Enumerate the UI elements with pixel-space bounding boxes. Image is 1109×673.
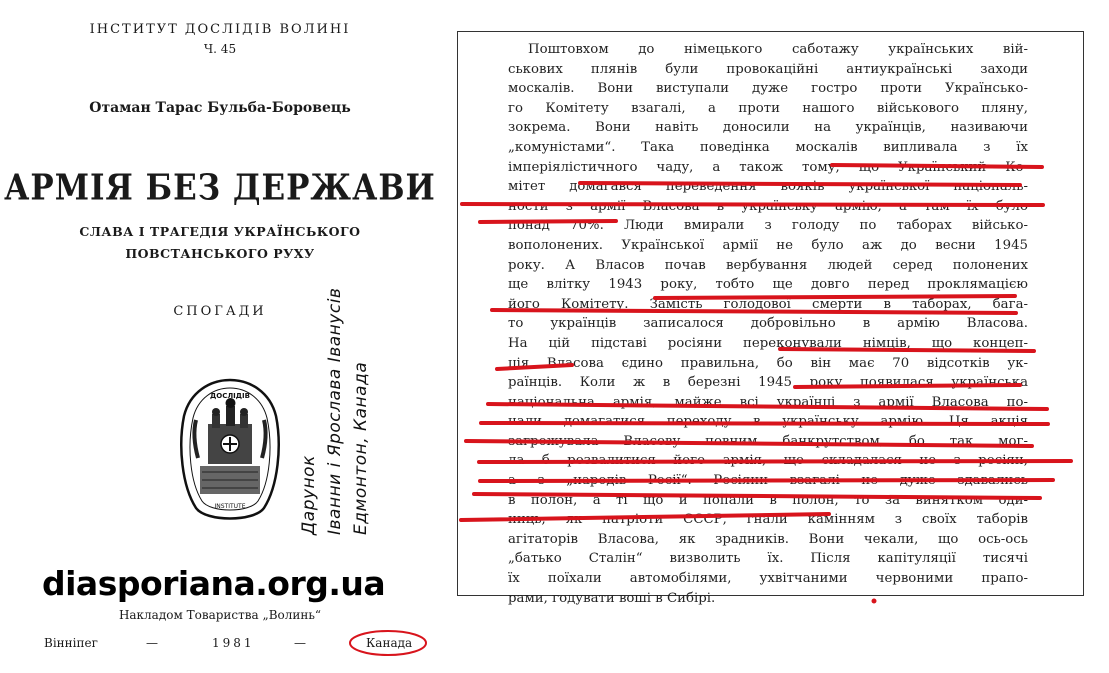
publication-city: Вінніпег	[44, 636, 98, 650]
part-number: Ч. 45	[203, 42, 237, 56]
footer-dash-2: —	[294, 636, 306, 650]
text-line: го Комітету взагалі, а проти нашого військового пляну,	[508, 100, 1028, 116]
publisher-line: Накладом Товариства „Волинь“	[118, 608, 322, 622]
text-line: року. А Власов почав вербування людей серед полонених	[508, 257, 1028, 273]
genre-label: СПОГАДИ	[173, 304, 267, 319]
dedication-line-2: Іванни і Ярослава Іванусів	[325, 287, 345, 535]
text-line: Поштовхом до німецького саботажу українських вій-	[528, 42, 1028, 57]
text-line: ськових плянів були провокаційні антиукраїнські заходи	[508, 61, 1028, 77]
text-line: імперіялістичного чаду, а також тому, що Український Ко-	[508, 159, 1028, 175]
text-line: а з „народів Росії“. Росіяни взагалі не дуже здавались	[508, 473, 1028, 489]
publication-country: Канада	[366, 636, 413, 650]
book-title: АРМІЯ БЕЗ ДЕРЖАВИ	[4, 167, 436, 209]
text-line: ще влітку 1943 року, тобто ще довго перед проклямацією	[508, 277, 1028, 293]
text-line: „комуністами“. Така поведінка москалів випливала з їх	[508, 139, 1028, 155]
red-circle-annotation	[348, 629, 428, 657]
text-line: зокрема. Вони навіть доносили на українців, називаючи	[508, 120, 1028, 136]
text-line: ція Власова єдино правильна, бо він має 70 відсотків ук-	[508, 355, 1028, 371]
text-line: На цій підставі росіяни переконували німців, що концеп-	[508, 335, 1028, 351]
dedication-line-1: Дарунок	[299, 455, 319, 535]
text-line: вополонених. Української армії не було аж до весни 1945	[508, 237, 1028, 253]
author-name: Отаман Тарас Бульба-Боровець	[89, 100, 351, 116]
publication-year: 1981	[212, 636, 255, 650]
institute-name: ІНСТИТУТ ДОСЛІДІВ ВОЛИНІ	[89, 22, 351, 37]
subtitle-line-1: СЛАВА І ТРАГЕДІЯ УКРАЇНСЬКОГО	[79, 224, 361, 239]
text-line: раїнців. Коли ж в березні 1945 року появилася українська	[508, 375, 1028, 391]
institute-emblem-icon	[178, 376, 282, 526]
dedication-line-3: Едмонтон, Канада	[351, 361, 371, 535]
footer-dash-1: —	[146, 636, 158, 650]
text-line: рами, годувати воші в Сибірі.	[508, 590, 716, 606]
text-line: ности з армії Власова в українську армію, а там їх було	[508, 198, 1028, 214]
text-line: їх поїхали автомобілями, ухвітчаними червоними прапо-	[508, 571, 1028, 587]
text-line: чали домагатися переходу в українську армію. Ця акція	[508, 414, 1028, 430]
emblem-bottom-text: INSTITUTE	[214, 503, 246, 510]
text-line: національна армія, майже всі українці з армії Власова по-	[508, 394, 1028, 410]
scanned-page	[457, 31, 1084, 606]
book-cover	[0, 0, 445, 673]
text-line: загрожувала Власову повним банкрутством, бо так мог-	[508, 433, 1028, 449]
site-watermark: diasporiana.org.ua	[42, 564, 386, 603]
text-line: мітет домагався переведення вояків української національ-	[508, 179, 1028, 195]
text-line: понад 70%. Люди вмирали з голоду по таборах військо-	[508, 218, 1028, 234]
page-text	[508, 40, 1028, 608]
text-line: „батько Сталін“ визволить їх. Після капітуляції тисячі	[508, 551, 1028, 567]
text-line: москалів. Вони виступали дуже гостро проти Українсько-	[508, 81, 1028, 97]
text-line: ла б розвалитися його армія, що складалася не з росіян,	[508, 453, 1028, 469]
text-line: ниць, як патріоти СССР, гнали камінням з своїх таборів	[508, 512, 1028, 528]
text-line: агітаторів Власова, як зрадників. Вони чекали, що ось-ось	[508, 531, 1028, 547]
handwritten-dedication	[296, 285, 374, 535]
text-line: його Комітету. Замість голодової смерти в таборах, бага-	[508, 296, 1028, 312]
emblem-top-text: ДОСЛІДІВ	[210, 392, 250, 400]
text-line: в полон, а ті що й попали в полон, то за винятком оди-	[508, 492, 1028, 508]
subtitle-line-2: ПОВСТАНСЬКОГО РУХУ	[125, 246, 315, 261]
text-line: то українців записалося добровільно в армію Власова.	[508, 316, 1028, 332]
